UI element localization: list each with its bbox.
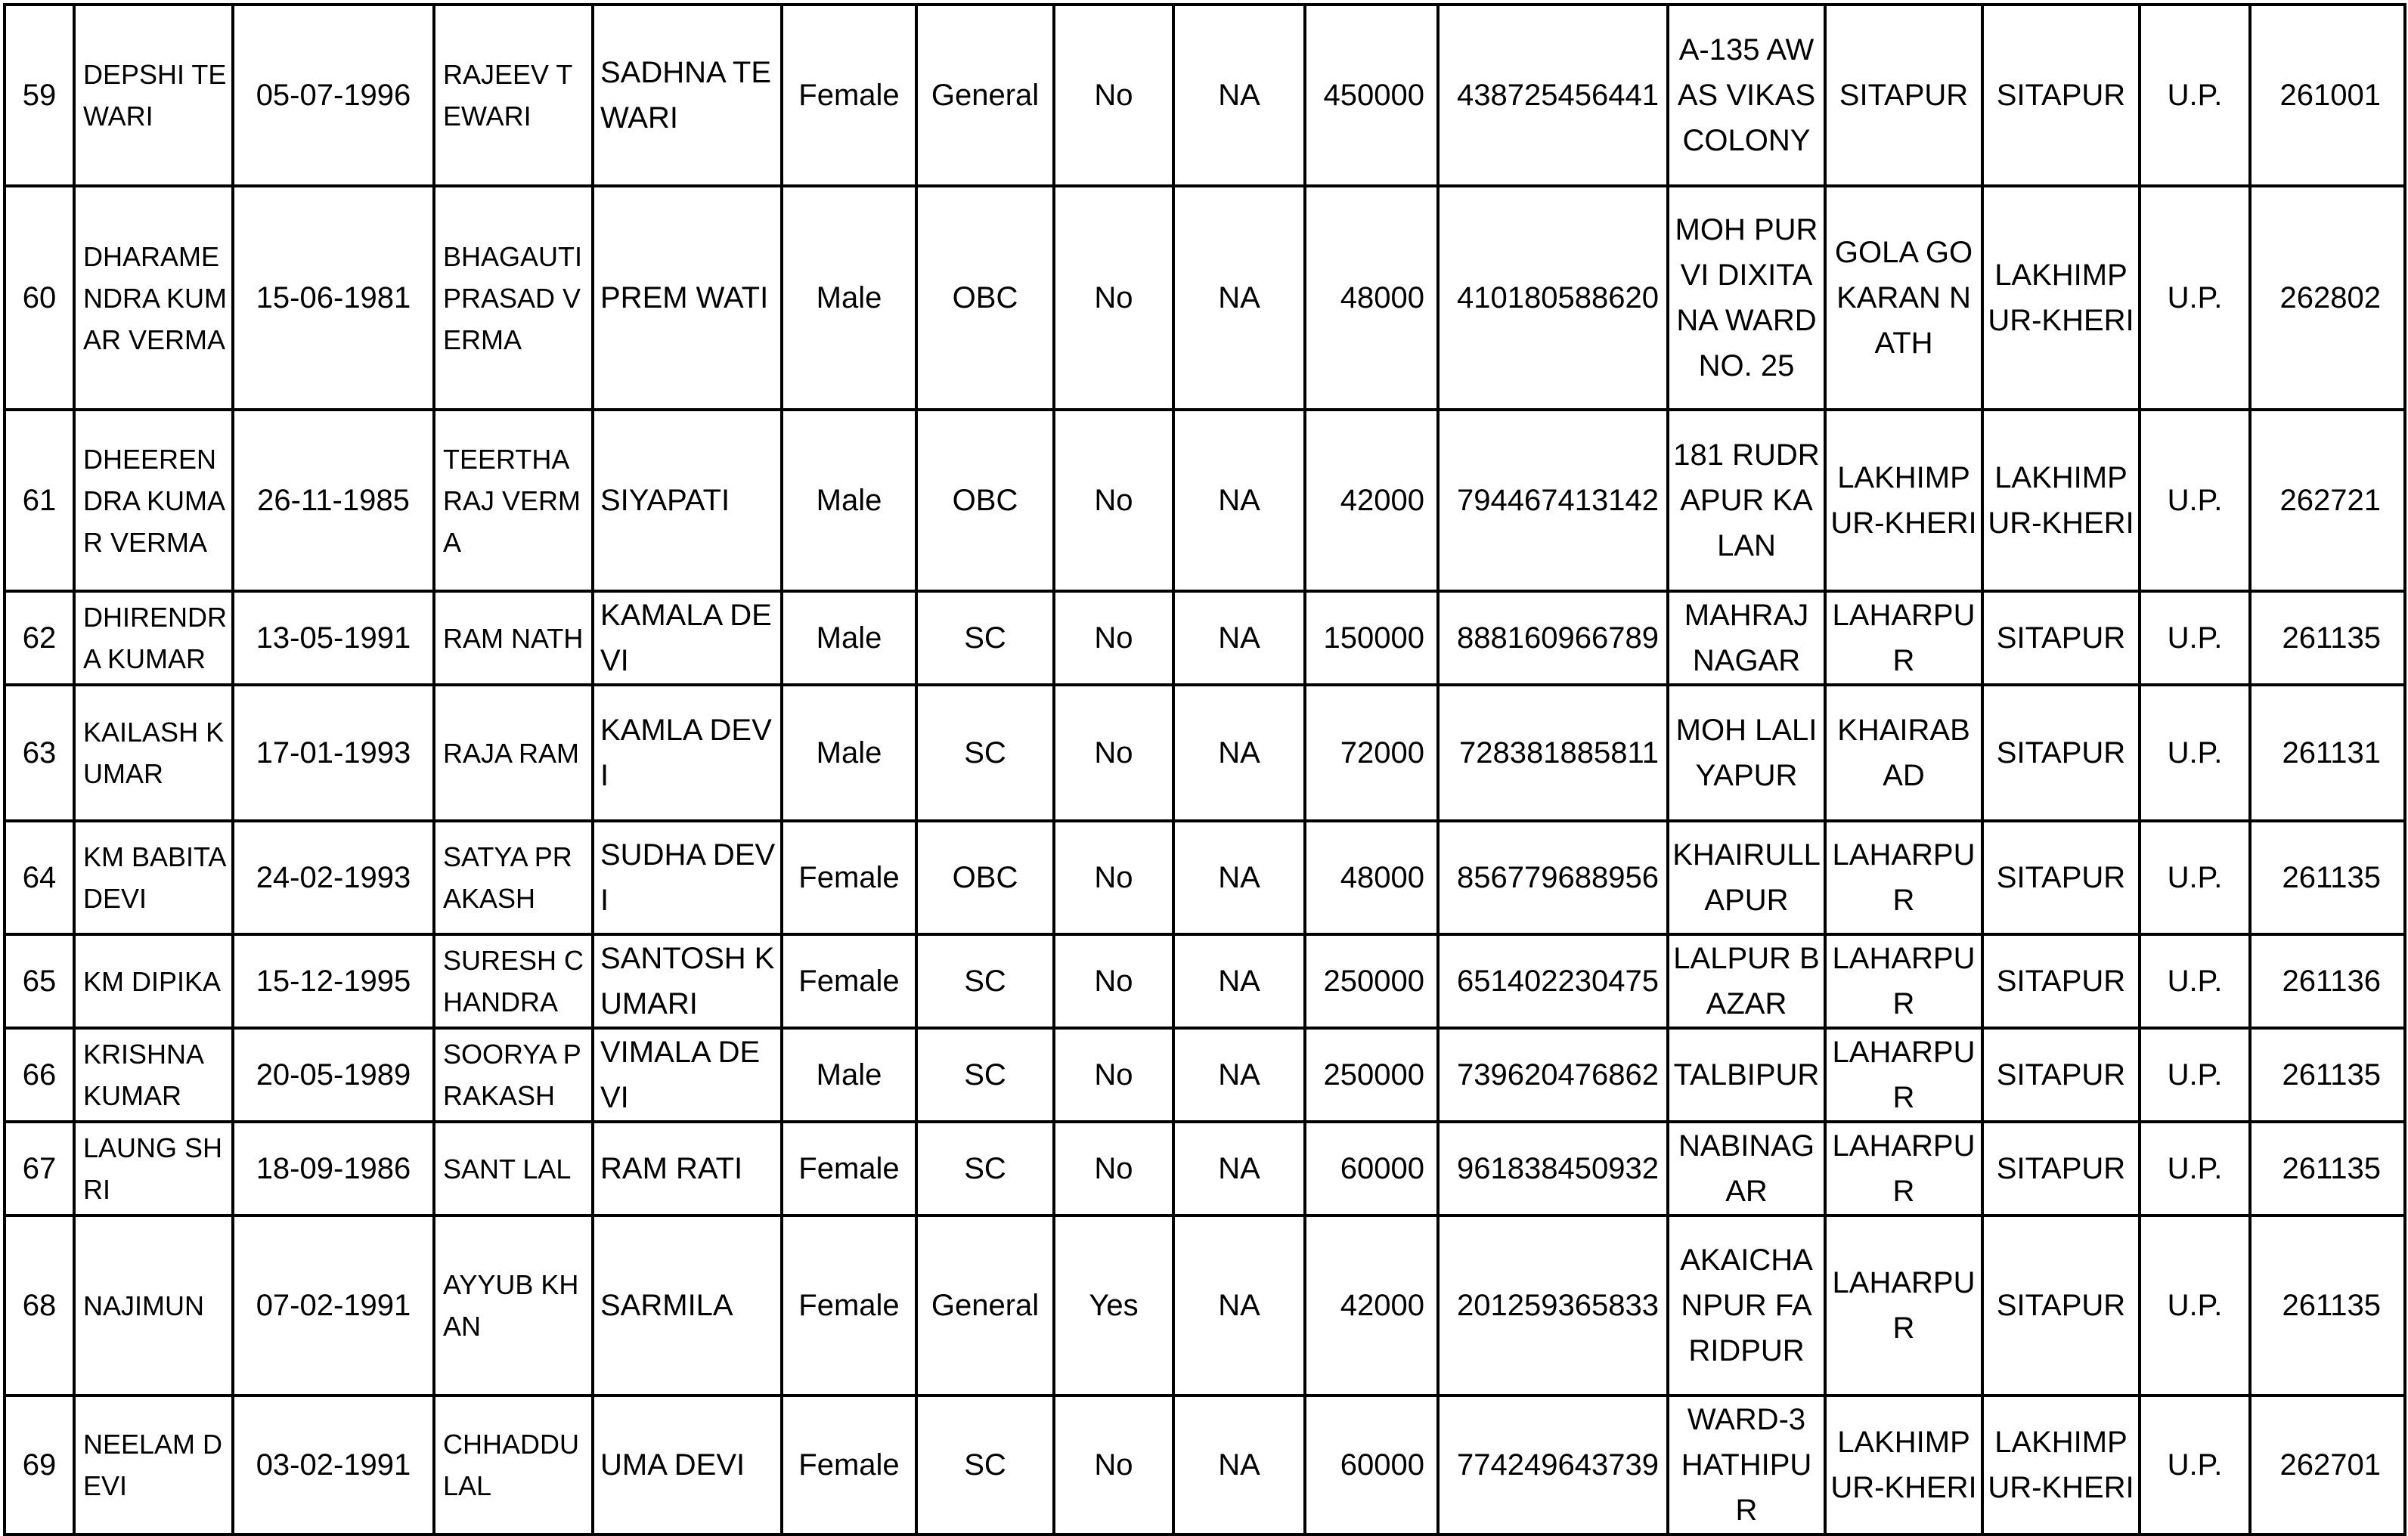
serial-number-cell: 61 xyxy=(5,410,74,591)
mother-name-cell: UMA DEVI xyxy=(593,1395,782,1534)
table-row xyxy=(5,186,2405,410)
city-cell: LAHARPUR xyxy=(1825,1028,1982,1122)
state-cell: U.P. xyxy=(2140,821,2250,934)
table-row xyxy=(5,1028,2405,1122)
date-of-birth-cell: 26-11-1985 xyxy=(233,410,434,591)
annual-income-cell: 48000 xyxy=(1305,186,1438,410)
gender-cell: Male xyxy=(782,591,916,685)
city-cell: LAHARPUR xyxy=(1825,591,1982,685)
gender-cell: Male xyxy=(782,186,916,410)
father-name-cell: SATYA PRAKASH xyxy=(434,821,593,934)
applicant-name-cell: NEELAM DEVI xyxy=(74,1395,233,1534)
minority-cell: No xyxy=(1054,821,1173,934)
gender-cell: Female xyxy=(782,934,916,1028)
father-name-cell: BHAGAUTI PRASAD VERMA xyxy=(434,186,593,410)
disability-cell: NA xyxy=(1173,1395,1305,1534)
pincode-cell: 261135 xyxy=(2250,821,2405,934)
aadhaar-number-cell: 739620476862 xyxy=(1438,1028,1668,1122)
city-cell: LAHARPUR xyxy=(1825,1215,1982,1395)
category-cell: SC xyxy=(916,1028,1054,1122)
table-row xyxy=(5,1215,2405,1395)
table-row xyxy=(5,934,2405,1028)
date-of-birth-cell: 15-12-1995 xyxy=(233,934,434,1028)
state-cell: U.P. xyxy=(2140,410,2250,591)
district-cell: LAKHIMPUR-KHERI xyxy=(1982,410,2140,591)
state-cell: U.P. xyxy=(2140,1395,2250,1534)
aadhaar-number-cell: 651402230475 xyxy=(1438,934,1668,1028)
annual-income-cell: 250000 xyxy=(1305,934,1438,1028)
address-cell: NABINAGAR xyxy=(1668,1122,1825,1215)
category-cell: OBC xyxy=(916,186,1054,410)
pincode-cell: 262802 xyxy=(2250,186,2405,410)
father-name-cell: RAM NATH xyxy=(434,591,593,685)
category-cell: OBC xyxy=(916,410,1054,591)
father-name-cell: RAJEEV TEWARI xyxy=(434,5,593,186)
state-cell: U.P. xyxy=(2140,1028,2250,1122)
disability-cell: NA xyxy=(1173,821,1305,934)
date-of-birth-cell: 20-05-1989 xyxy=(233,1028,434,1122)
gender-cell: Female xyxy=(782,1395,916,1534)
serial-number-cell: 66 xyxy=(5,1028,74,1122)
table-row xyxy=(5,410,2405,591)
address-cell: MOH PURVI DIXITANA WARD NO. 25 xyxy=(1668,186,1825,410)
applicant-name-cell: DHARAMENDRA KUMAR VERMA xyxy=(74,186,233,410)
address-cell: MAHRAJ NAGAR xyxy=(1668,591,1825,685)
pincode-cell: 261135 xyxy=(2250,1215,2405,1395)
minority-cell: No xyxy=(1054,591,1173,685)
father-name-cell: CHHADDU LAL xyxy=(434,1395,593,1534)
table-row xyxy=(5,1122,2405,1215)
category-cell: OBC xyxy=(916,821,1054,934)
district-cell: LAKHIMPUR-KHERI xyxy=(1982,1395,2140,1534)
district-cell: SITAPUR xyxy=(1982,934,2140,1028)
disability-cell: NA xyxy=(1173,1122,1305,1215)
city-cell: KHAIRABAD xyxy=(1825,685,1982,821)
table-row xyxy=(5,1395,2405,1534)
pincode-cell: 261001 xyxy=(2250,5,2405,186)
mother-name-cell: PREM WATI xyxy=(593,186,782,410)
district-cell: SITAPUR xyxy=(1982,821,2140,934)
serial-number-cell: 67 xyxy=(5,1122,74,1215)
gender-cell: Female xyxy=(782,821,916,934)
city-cell: SITAPUR xyxy=(1825,5,1982,186)
aadhaar-number-cell: 856779688956 xyxy=(1438,821,1668,934)
category-cell: SC xyxy=(916,934,1054,1028)
table-row xyxy=(5,5,2405,186)
annual-income-cell: 42000 xyxy=(1305,1215,1438,1395)
date-of-birth-cell: 07-02-1991 xyxy=(233,1215,434,1395)
category-cell: SC xyxy=(916,591,1054,685)
category-cell: SC xyxy=(916,1122,1054,1215)
disability-cell: NA xyxy=(1173,1028,1305,1122)
aadhaar-number-cell: 794467413142 xyxy=(1438,410,1668,591)
district-cell: SITAPUR xyxy=(1982,1028,2140,1122)
address-cell: TALBIPUR xyxy=(1668,1028,1825,1122)
annual-income-cell: 60000 xyxy=(1305,1122,1438,1215)
pincode-cell: 261136 xyxy=(2250,934,2405,1028)
pincode-cell: 262701 xyxy=(2250,1395,2405,1534)
aadhaar-number-cell: 888160966789 xyxy=(1438,591,1668,685)
city-cell: LAHARPUR xyxy=(1825,1122,1982,1215)
table-row xyxy=(5,821,2405,934)
city-cell: LAHARPUR xyxy=(1825,821,1982,934)
address-cell: AKAICHANPUR FARIDPUR xyxy=(1668,1215,1825,1395)
annual-income-cell: 60000 xyxy=(1305,1395,1438,1534)
annual-income-cell: 42000 xyxy=(1305,410,1438,591)
father-name-cell: AYYUB KHAN xyxy=(434,1215,593,1395)
applicant-name-cell: DHEERENDRA KUMAR VERMA xyxy=(74,410,233,591)
category-cell: General xyxy=(916,1215,1054,1395)
date-of-birth-cell: 05-07-1996 xyxy=(233,5,434,186)
minority-cell: No xyxy=(1054,685,1173,821)
serial-number-cell: 59 xyxy=(5,5,74,186)
address-cell: KHAIRULLAPUR xyxy=(1668,821,1825,934)
disability-cell: NA xyxy=(1173,186,1305,410)
state-cell: U.P. xyxy=(2140,186,2250,410)
aadhaar-number-cell: 201259365833 xyxy=(1438,1215,1668,1395)
date-of-birth-cell: 03-02-1991 xyxy=(233,1395,434,1534)
annual-income-cell: 72000 xyxy=(1305,685,1438,821)
minority-cell: No xyxy=(1054,1028,1173,1122)
disability-cell: NA xyxy=(1173,591,1305,685)
aadhaar-number-cell: 774249643739 xyxy=(1438,1395,1668,1534)
pincode-cell: 261135 xyxy=(2250,1122,2405,1215)
date-of-birth-cell: 24-02-1993 xyxy=(233,821,434,934)
father-name-cell: RAJA RAM xyxy=(434,685,593,821)
state-cell: U.P. xyxy=(2140,1122,2250,1215)
address-cell: LALPUR BAZAR xyxy=(1668,934,1825,1028)
disability-cell: NA xyxy=(1173,934,1305,1028)
gender-cell: Male xyxy=(782,685,916,821)
mother-name-cell: SUDHA DEVI xyxy=(593,821,782,934)
pincode-cell: 261131 xyxy=(2250,685,2405,821)
serial-number-cell: 65 xyxy=(5,934,74,1028)
disability-cell: NA xyxy=(1173,1215,1305,1395)
date-of-birth-cell: 15-06-1981 xyxy=(233,186,434,410)
state-cell: U.P. xyxy=(2140,5,2250,186)
date-of-birth-cell: 13-05-1991 xyxy=(233,591,434,685)
state-cell: U.P. xyxy=(2140,591,2250,685)
beneficiary-table xyxy=(3,3,2406,1536)
mother-name-cell: VIMALA DEVI xyxy=(593,1028,782,1122)
serial-number-cell: 63 xyxy=(5,685,74,821)
serial-number-cell: 64 xyxy=(5,821,74,934)
gender-cell: Female xyxy=(782,5,916,186)
district-cell: LAKHIMPUR-KHERI xyxy=(1982,186,2140,410)
applicant-name-cell: KRISHNA KUMAR xyxy=(74,1028,233,1122)
minority-cell: No xyxy=(1054,1122,1173,1215)
minority-cell: No xyxy=(1054,1395,1173,1534)
serial-number-cell: 62 xyxy=(5,591,74,685)
applicant-name-cell: KAILASH KUMAR xyxy=(74,685,233,821)
city-cell: LAKHIMPUR-KHERI xyxy=(1825,1395,1982,1534)
applicant-name-cell: DHIRENDRA KUMAR xyxy=(74,591,233,685)
annual-income-cell: 450000 xyxy=(1305,5,1438,186)
gender-cell: Male xyxy=(782,1028,916,1122)
city-cell: LAHARPUR xyxy=(1825,934,1982,1028)
table-row xyxy=(5,685,2405,821)
state-cell: U.P. xyxy=(2140,1215,2250,1395)
city-cell: LAKHIMPUR-KHERI xyxy=(1825,410,1982,591)
district-cell: SITAPUR xyxy=(1982,685,2140,821)
district-cell: SITAPUR xyxy=(1982,5,2140,186)
gender-cell: Male xyxy=(782,410,916,591)
category-cell: SC xyxy=(916,685,1054,821)
mother-name-cell: KAMALA DEVI xyxy=(593,591,782,685)
city-cell: GOLA GOKARAN NATH xyxy=(1825,186,1982,410)
aadhaar-number-cell: 961838450932 xyxy=(1438,1122,1668,1215)
pincode-cell: 262721 xyxy=(2250,410,2405,591)
mother-name-cell: SIYAPATI xyxy=(593,410,782,591)
annual-income-cell: 150000 xyxy=(1305,591,1438,685)
address-cell: MOH LALIYAPUR xyxy=(1668,685,1825,821)
disability-cell: NA xyxy=(1173,685,1305,821)
pincode-cell: 261135 xyxy=(2250,591,2405,685)
disability-cell: NA xyxy=(1173,5,1305,186)
minority-cell: No xyxy=(1054,934,1173,1028)
minority-cell: Yes xyxy=(1054,1215,1173,1395)
date-of-birth-cell: 17-01-1993 xyxy=(233,685,434,821)
mother-name-cell: KAMLA DEVI xyxy=(593,685,782,821)
mother-name-cell: SANTOSH KUMARI xyxy=(593,934,782,1028)
state-cell: U.P. xyxy=(2140,934,2250,1028)
mother-name-cell: SADHNA TEWARI xyxy=(593,5,782,186)
state-cell: U.P. xyxy=(2140,685,2250,821)
serial-number-cell: 68 xyxy=(5,1215,74,1395)
father-name-cell: TEERTHA RAJ VERMA xyxy=(434,410,593,591)
applicant-name-cell: NAJIMUN xyxy=(74,1215,233,1395)
table-row xyxy=(5,591,2405,685)
annual-income-cell: 48000 xyxy=(1305,821,1438,934)
applicant-name-cell: KM BABITA DEVI xyxy=(74,821,233,934)
minority-cell: No xyxy=(1054,410,1173,591)
applicant-name-cell: LAUNG SHRI xyxy=(74,1122,233,1215)
father-name-cell: SANT LAL xyxy=(434,1122,593,1215)
district-cell: SITAPUR xyxy=(1982,591,2140,685)
district-cell: SITAPUR xyxy=(1982,1215,2140,1395)
pincode-cell: 261135 xyxy=(2250,1028,2405,1122)
mother-name-cell: SARMILA xyxy=(593,1215,782,1395)
minority-cell: No xyxy=(1054,186,1173,410)
serial-number-cell: 60 xyxy=(5,186,74,410)
father-name-cell: SOORYA PRAKASH xyxy=(434,1028,593,1122)
annual-income-cell: 250000 xyxy=(1305,1028,1438,1122)
address-cell: WARD-3 HATHIPUR xyxy=(1668,1395,1825,1534)
applicant-name-cell: KM DIPIKA xyxy=(74,934,233,1028)
date-of-birth-cell: 18-09-1986 xyxy=(233,1122,434,1215)
minority-cell: No xyxy=(1054,5,1173,186)
aadhaar-number-cell: 410180588620 xyxy=(1438,186,1668,410)
address-cell: 181 RUDRAPUR KALAN xyxy=(1668,410,1825,591)
aadhaar-number-cell: 728381885811 xyxy=(1438,685,1668,821)
mother-name-cell: RAM RATI xyxy=(593,1122,782,1215)
aadhaar-number-cell: 438725456441 xyxy=(1438,5,1668,186)
district-cell: SITAPUR xyxy=(1982,1122,2140,1215)
category-cell: General xyxy=(916,5,1054,186)
gender-cell: Female xyxy=(782,1215,916,1395)
address-cell: A-135 AWAS VIKAS COLONY xyxy=(1668,5,1825,186)
serial-number-cell: 69 xyxy=(5,1395,74,1534)
father-name-cell: SURESH CHANDRA xyxy=(434,934,593,1028)
applicant-name-cell: DEPSHI TEWARI xyxy=(74,5,233,186)
disability-cell: NA xyxy=(1173,410,1305,591)
category-cell: SC xyxy=(916,1395,1054,1534)
gender-cell: Female xyxy=(782,1122,916,1215)
table-body xyxy=(5,5,2405,1534)
